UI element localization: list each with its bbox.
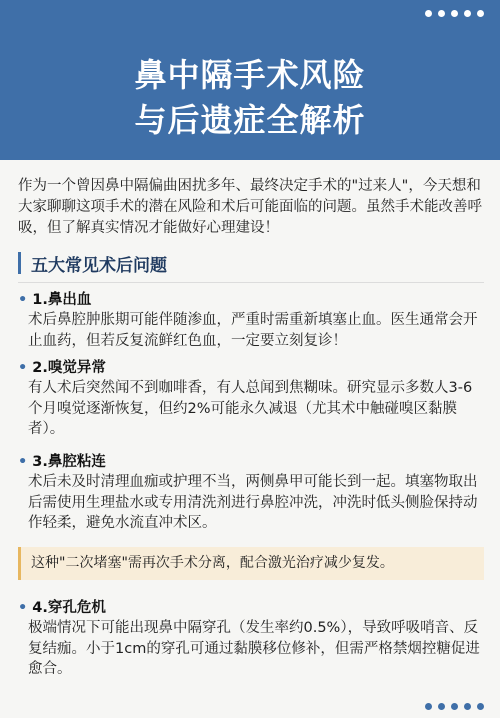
section-accent-bar <box>18 252 21 274</box>
bullet-icon: • <box>18 454 28 470</box>
dot-icon <box>425 10 432 17</box>
bullet-icon: • <box>18 600 28 616</box>
bullet-icon: • <box>18 292 28 308</box>
dot-icon <box>438 10 445 17</box>
issue-title: 4.穿孔危机 <box>32 600 106 616</box>
section-divider <box>18 282 484 283</box>
issue-title: 1.鼻出血 <box>32 292 92 308</box>
dot-icon <box>451 703 458 710</box>
dot-icon <box>451 10 458 17</box>
issue-item-bleeding <box>18 290 484 351</box>
header-banner <box>0 0 500 160</box>
intro-paragraph: 作为一个曾因鼻中隔偏曲困扰多年、最终决定手术的"过来人"，今天想和大家聊聊这项手术的潜在风险和术后可能面临的问题。虽然手术能改善呼吸，但了解真实情况才能做好心理建设！ <box>18 178 482 236</box>
dot-icon <box>477 10 484 17</box>
issue-item-perforation <box>18 598 484 680</box>
dot-icon <box>477 703 484 710</box>
decorative-dots-bottom <box>425 703 484 710</box>
dot-icon <box>425 703 432 710</box>
bullet-icon: • <box>18 360 28 376</box>
issue-body: 术后鼻腔肿胀期可能伴随渗血，严重时需重新填塞止血。医生通常会开止血药，但若反复流鲜红色血，一定要立刻复诊！ <box>28 312 478 349</box>
dot-icon <box>438 703 445 710</box>
dot-icon <box>464 703 471 710</box>
page-title-line2: 与后遗症全解析 <box>134 101 366 139</box>
issue-title: 2.嗅觉异常 <box>32 360 106 376</box>
page-title-line1: 鼻中隔手术风险 <box>134 56 366 94</box>
decorative-dots-top <box>425 10 484 17</box>
issue-item-smell <box>18 358 484 440</box>
issue-title: 3.鼻腔粘连 <box>32 454 106 470</box>
dot-icon <box>464 10 471 17</box>
issue-body: 有人术后突然闻不到咖啡香，有人总闻到焦糊味。研究显示多数人3-6个月嗅觉逐渐恢复，但约2%可能永久减退（尤其术中触碰嗅区黏膜者）。 <box>28 380 473 437</box>
issue-body: 极端情况下可能出现鼻中隔穿孔（发生率约0.5%），导致呼吸哨音、反复结痂。小于1cm的穿孔可通过黏膜移位修补，但需严格禁烟控糖促进愈合。 <box>28 620 480 677</box>
section-heading <box>18 252 167 274</box>
issue-item-adhesion <box>18 452 484 534</box>
highlight-note: 这种"二次堵塞"需再次手术分离，配合激光治疗减少复发。 <box>18 547 484 580</box>
issue-body: 术后未及时清理血痂或护理不当，两侧鼻甲可能长到一起。填塞物取出后需使用生理盐水或专用清洗剂进行鼻腔冲洗，冲洗时低头侧脸保持动作轻柔，避免水流直冲术区。 <box>28 474 478 531</box>
section-title: 五大常见术后问题 <box>31 255 167 276</box>
